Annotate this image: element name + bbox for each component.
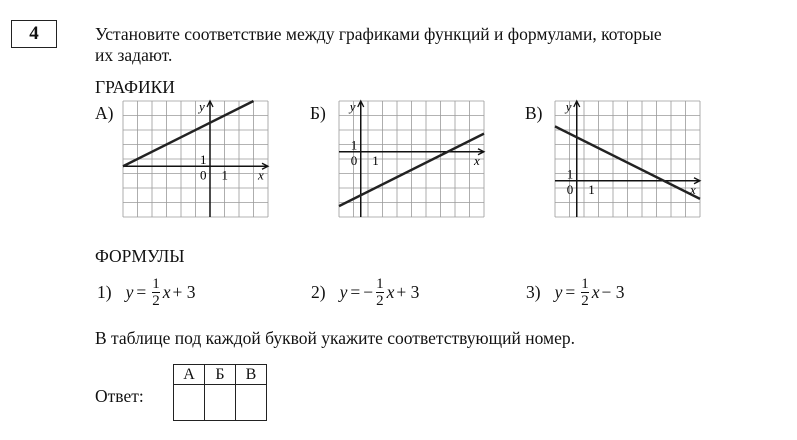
formula-1-fraction [152, 276, 160, 309]
graph-b-tick-one-y: 1 [350, 137, 358, 153]
formula-2-var: x [386, 282, 395, 302]
formula-1-tail: + 3 [172, 282, 196, 302]
formula-2-number: 2) [311, 282, 326, 302]
graph-v-x-label: x [690, 181, 696, 197]
answer-table-wrap [173, 364, 267, 421]
formula-3-number: 3) [526, 282, 541, 302]
answer-table [173, 364, 267, 421]
graph-v [555, 101, 700, 229]
graph-a-canvas [123, 101, 268, 229]
graph-v-origin: 0 [566, 181, 574, 197]
graph-b-y-label: y [349, 99, 356, 114]
formula-1-eq: = [136, 282, 147, 302]
graph-a-label: А) [95, 103, 114, 123]
formula-3-fraction [581, 276, 589, 309]
graph-v-y-label: y [565, 99, 572, 114]
answer-cell-b[interactable] [205, 385, 236, 421]
formula-1-lhs: y [125, 282, 134, 302]
graph-b-canvas [339, 101, 484, 229]
graph-b-tick-one-x: 1 [372, 152, 379, 168]
task-number: 4 [29, 23, 39, 44]
formula-2-tail: + 3 [396, 282, 420, 302]
formula-2-numerator: 1 [376, 276, 384, 292]
graph-a [123, 101, 268, 229]
graph-v-canvas [555, 101, 700, 229]
graph-v-tick-one-y: 1 [566, 166, 574, 182]
formula-2 [311, 276, 419, 309]
answer-col-b: Б [205, 365, 236, 385]
answer-col-a: А [174, 365, 205, 385]
instruction-line-2: их задают. [95, 45, 173, 65]
answer-col-v: В [236, 365, 267, 385]
formula-3 [526, 276, 625, 309]
graph-a-x-label: x [258, 167, 264, 183]
graph-b-x-label: x [474, 152, 480, 168]
formula-1-numerator: 1 [152, 276, 160, 292]
graph-v-label: В) [525, 103, 543, 123]
instruction-line-1: Установите соответствие между графиками функций и формулами, которые [95, 24, 662, 44]
formula-3-eq: = [565, 282, 576, 302]
answer-cell-a[interactable] [174, 385, 205, 421]
task-number-box [11, 20, 57, 48]
graph-b [339, 101, 484, 229]
table-instruction: В таблице под каждой буквой укажите соответствующий номер. [95, 328, 575, 348]
answer-cell-v[interactable] [236, 385, 267, 421]
graphs-heading: ГРАФИКИ [95, 77, 175, 97]
graph-a-origin: 0 [200, 167, 207, 183]
formula-2-lhs: y [339, 282, 348, 302]
graph-a-tick-one-y: 1 [200, 151, 207, 167]
graph-a-y-label: y [199, 99, 205, 114]
formula-2-sign: − [363, 282, 374, 302]
graph-a-tick-one-x: 1 [221, 167, 228, 183]
graph-b-origin: 0 [350, 152, 358, 168]
graph-b-label: Б) [310, 103, 326, 123]
formula-2-eq: = [350, 282, 361, 302]
graph-v-tick-one-x: 1 [588, 181, 595, 197]
answer-label: Ответ: [95, 386, 144, 406]
formula-1-denominator: 2 [152, 293, 160, 309]
formula-3-var: x [591, 282, 600, 302]
formula-3-lhs: y [554, 282, 563, 302]
formulas-heading: ФОРМУЛЫ [95, 246, 185, 266]
formula-1-number: 1) [97, 282, 112, 302]
graph-a-function-line [123, 101, 254, 166]
formula-2-denominator: 2 [376, 293, 384, 309]
formula-3-numerator: 1 [581, 276, 589, 292]
formula-3-denominator: 2 [581, 293, 589, 309]
formula-1 [97, 276, 196, 309]
formula-1-var: x [162, 282, 171, 302]
formula-3-tail: − 3 [601, 282, 625, 302]
formula-2-fraction [376, 276, 384, 309]
